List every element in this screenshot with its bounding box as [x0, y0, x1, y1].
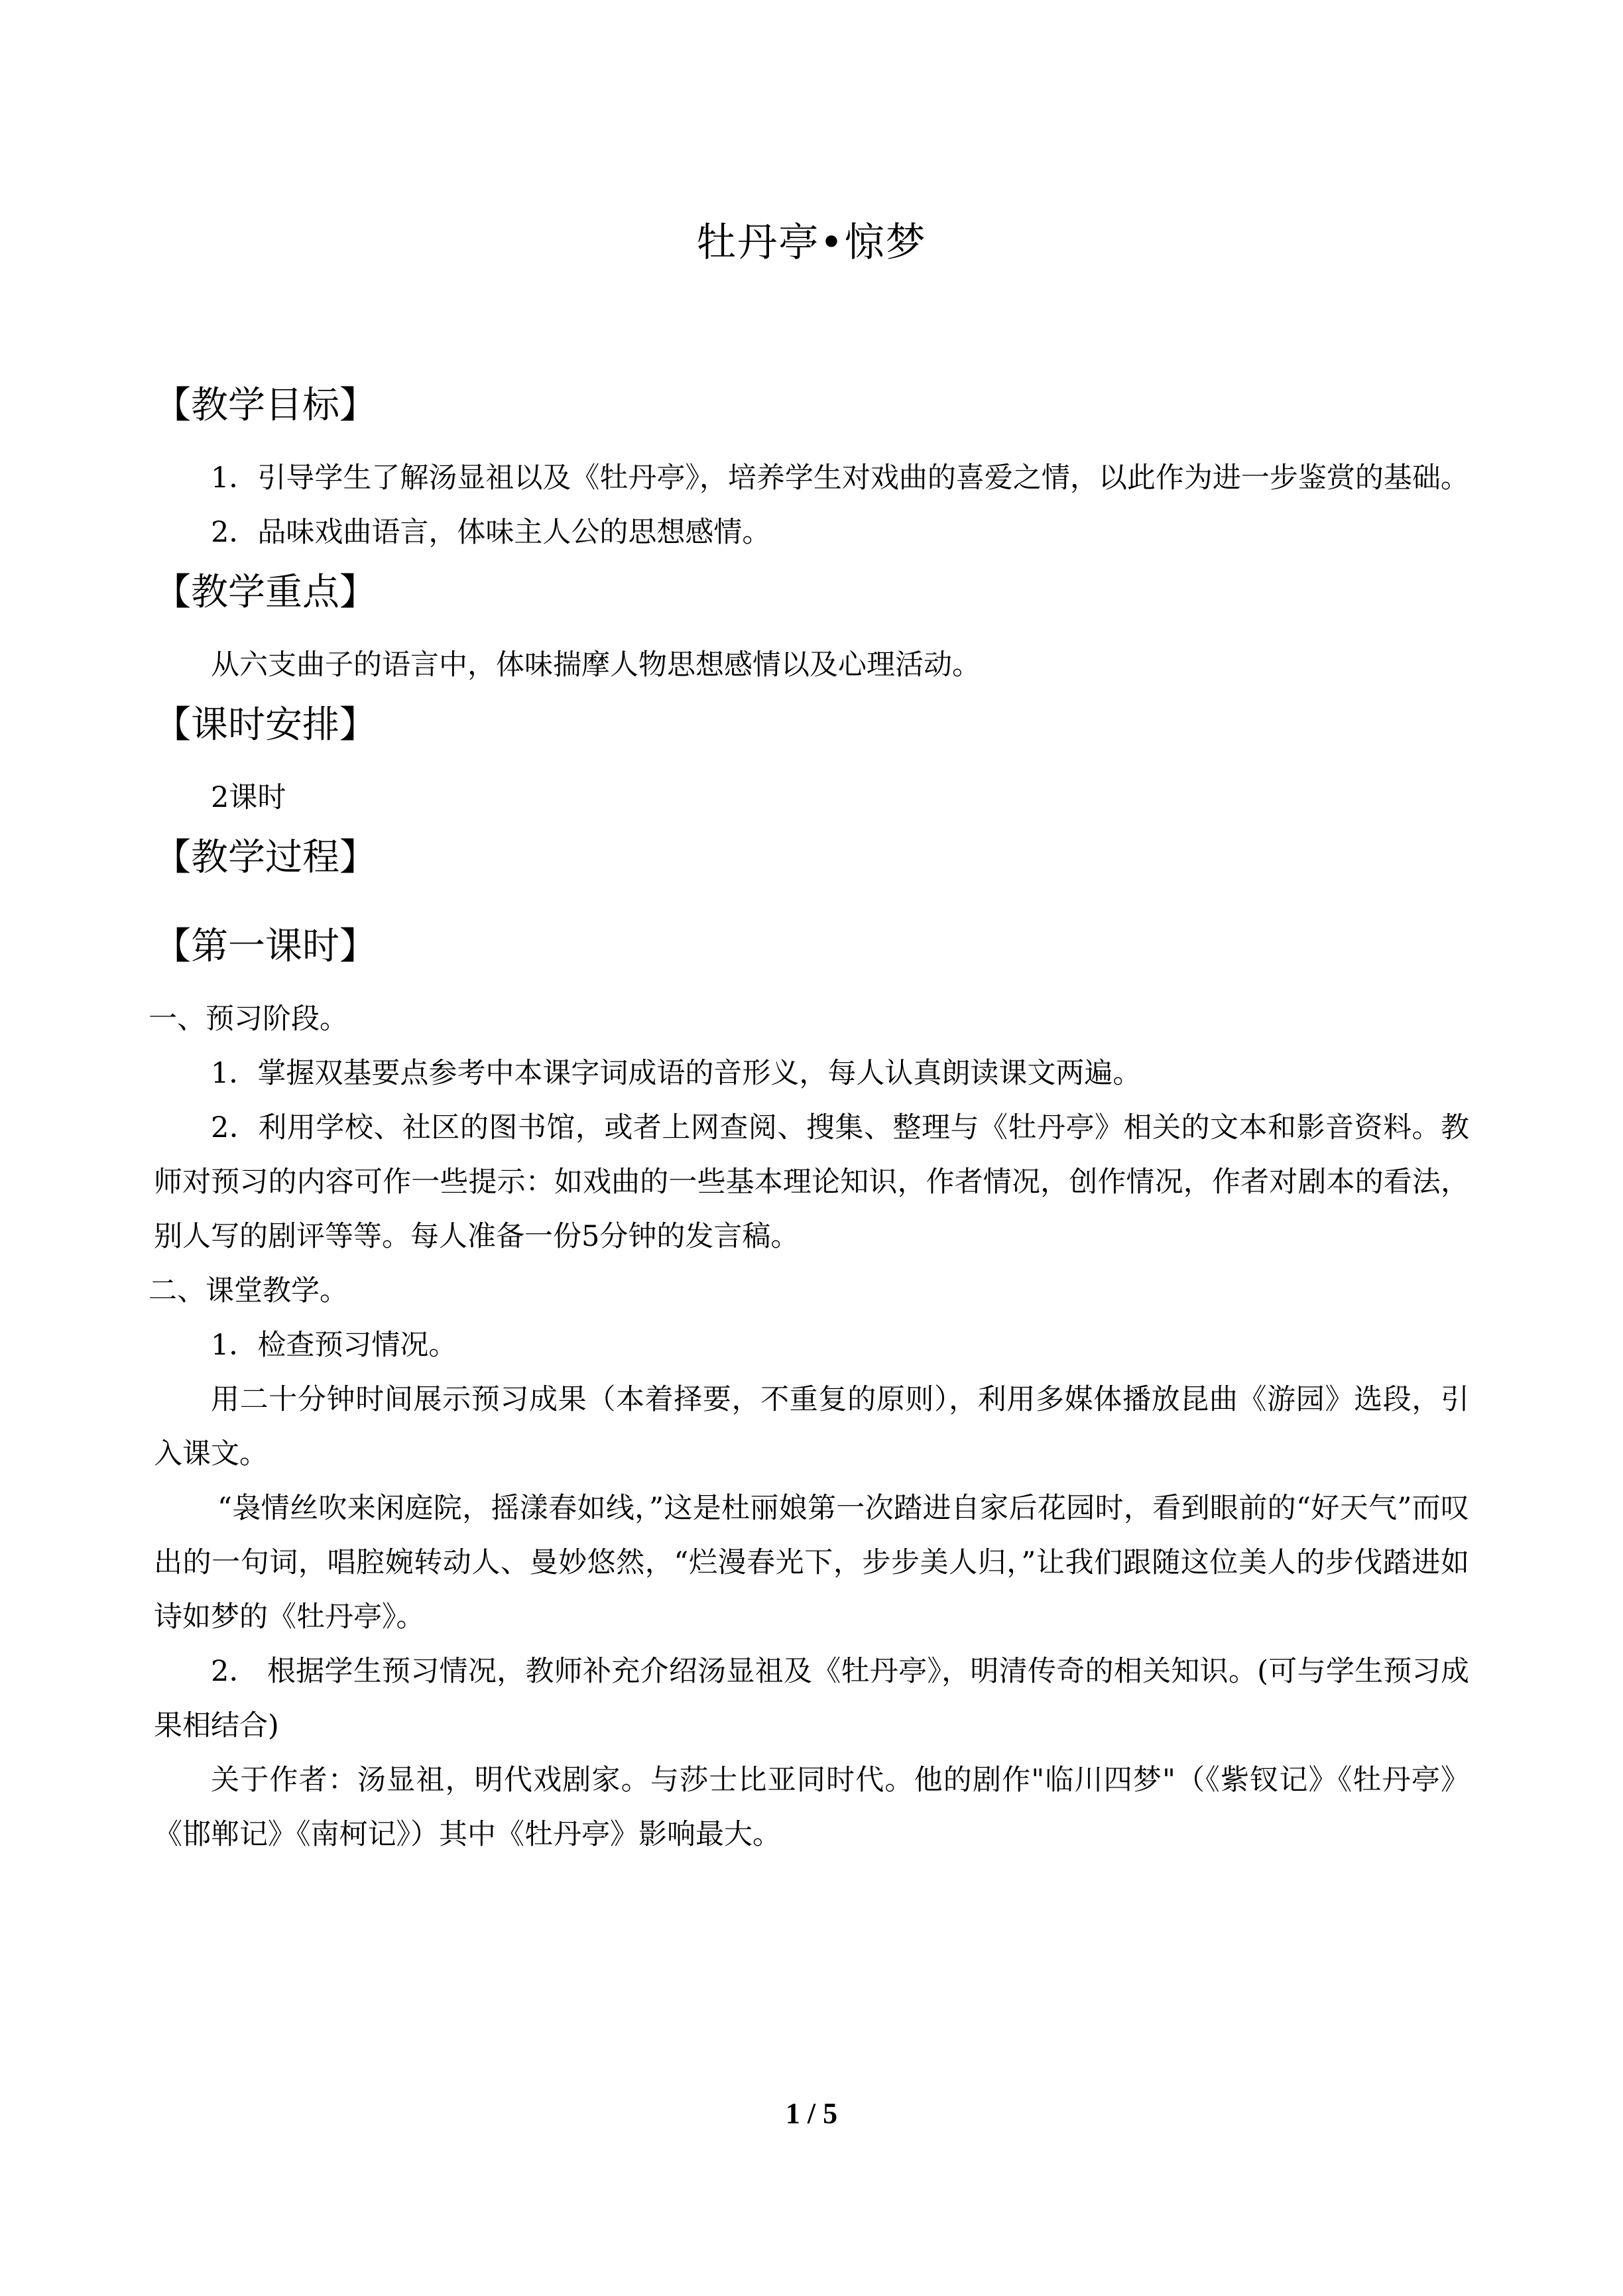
goal-item-2: 2．品味戏曲语言，体味主人公的思想感情。: [211, 516, 771, 549]
goal-item-1: 1．引导学生了解汤显祖以及《牡丹亭》，培养学生对戏曲的喜爱之情，以此作为进一步鉴赏的基础。: [211, 461, 1469, 495]
heading-teaching-process: 【教学过程】: [154, 836, 377, 879]
part-2-item-1: 1．检查预习情况。: [211, 1329, 457, 1362]
document-body: [149, 378, 1469, 1862]
heading-schedule: 【课时安排】: [154, 703, 377, 747]
part-2-item-2: 2． 根据学生预习情况，教师补充介绍汤显祖及《牡丹亭》，明清传奇的相关知识。(可与学生预习成果相结合): [154, 1655, 1469, 1742]
heading-teaching-goals: 【教学目标】: [154, 384, 377, 427]
part-1-item-2: 2．利用学校、社区的图书馆，或者上网查阅、搜集、整理与《牡丹亭》相关的文本和影音资料。教师对预习的内容可作一些提示：如戏曲的一些基本理论知识，作者情况，创作情况，作者对剧本的看法，别人写的剧评等等。每人准备一份5分钟的发言稿。: [154, 1111, 1469, 1253]
part-1-heading: 一、预习阶段。: [149, 1002, 348, 1036]
part-2-heading: 二、课堂教学。: [149, 1274, 348, 1307]
part-2-item-1-text: 用二十分钟时间展示预习成果（本着择要，不重复的原则），利用多媒体播放昆曲《游园》选段，引入课文。: [154, 1383, 1469, 1471]
page-number: 1 / 5: [785, 2097, 838, 2130]
focus-text: 从六支曲子的语言中，体味揣摩人物思想感情以及心理活动。: [211, 648, 981, 682]
document-title: 牡丹亭•惊梦: [696, 219, 927, 266]
heading-teaching-focus: 【教学重点】: [154, 571, 377, 614]
part-1-item-1: 1．掌握双基要点参考中本课字词成语的音形义，每人认真朗读课文两遍。: [211, 1057, 1142, 1090]
part-2-quote: “袅情丝吹来闲庭院，摇漾春如线，”这是杜丽娘第一次踏进自家后花园时，看到眼前的“好天气”而叹出的一句词，唱腔婉转动人、曼妙悠然，“烂漫春光下，步步美人归，”让我们跟随这位美人的步伐踏进如诗如梦的《牡丹亭》。: [154, 1492, 1469, 1634]
schedule-text: 2课时: [211, 781, 286, 814]
heading-lesson-1: 【第一课时】: [154, 925, 377, 968]
author-intro: 关于作者：汤显祖，明代戏剧家。与莎士比亚同时代。他的剧作"临川四梦"（《紫钗记》《牡丹亭》《邯郸记》《南柯记》）其中《牡丹亭》影响最大。: [154, 1764, 1469, 1851]
